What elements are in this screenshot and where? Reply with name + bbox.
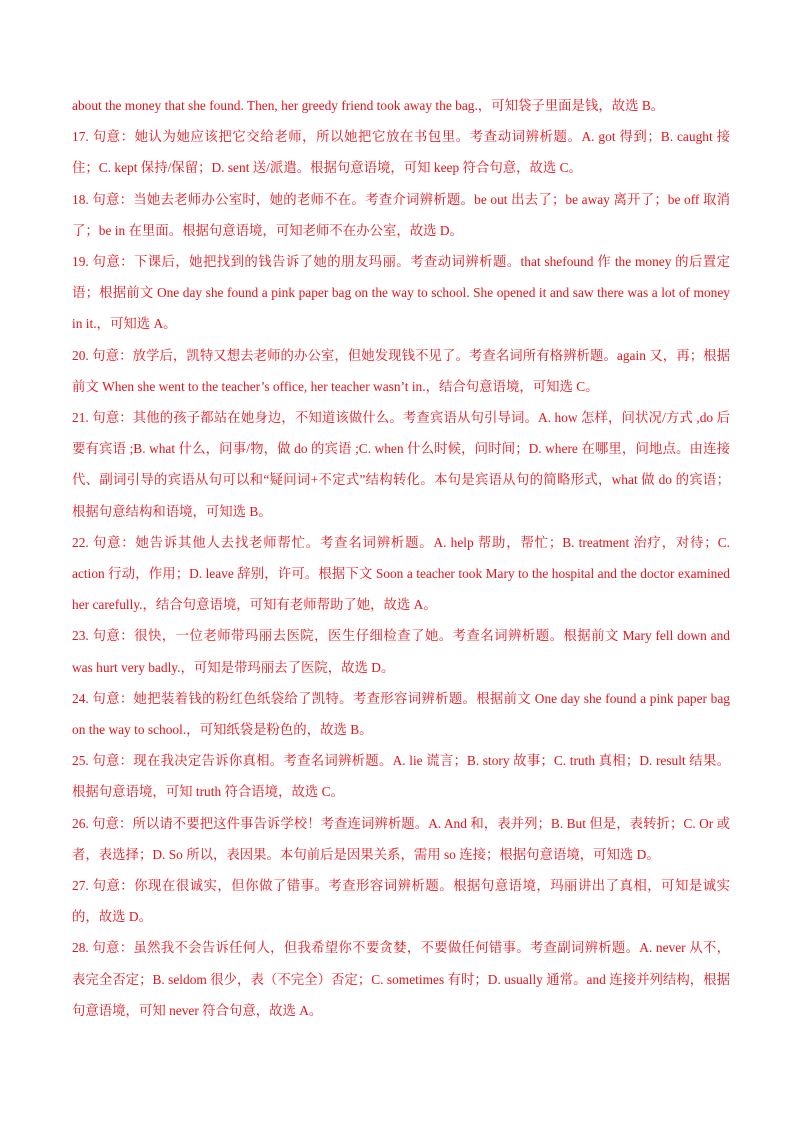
paragraph-text: 句意：她告诉其他人去找老师帮忙。考查名词辨析题。A. help 帮助，帮忙；B. treatment 治疗，对待；C. action 行动，作用；D. leave 辞别，许可。根据下文 Soon a teacher took Mary to the hospital and the doctor examined her carefully.，结合句意语境，可知有老师帮助了她，故选 A。 — [72, 534, 730, 613]
paragraph-continuation — [72, 90, 730, 121]
paragraph-q28 — [72, 932, 730, 1026]
paragraph-text: 句意：虽然我不会告诉任何人，但我希望你不要贪婪，不要做任何错事。考查副词辨析题。A. never 从不，表完全否定；B. seldom 很少，表（不完全）否定；C. sometimes 有时；D. usually 通常。and 连接并列结构，根据句意语境，可知 never 符合句意，故选 A。 — [72, 940, 730, 1018]
paragraph-q26 — [72, 808, 730, 870]
paragraph-text: 句意：下课后，她把找到的钱告诉了她的朋友玛丽。考查动词辨析题。that shefound 作 the money 的后置定语；根据前文 One day she found a pink paper bag on the way to school. She opened it and saw there was a lot of money in it.，可知选 A。 — [72, 254, 730, 332]
question-number: 27. — [72, 878, 89, 894]
paragraph-q22 — [72, 527, 730, 621]
paragraph-q25 — [72, 745, 730, 807]
paragraph-text: 句意：当她去老师办公室时，她的老师不在。考查介词辨析题。be out 出去了；be away 离开了；be off 取消了；be in 在里面。根据句意语境，可知老师不在办公室，故选 D。 — [72, 191, 730, 238]
paragraph-q23 — [72, 620, 730, 682]
question-number: 26. — [72, 815, 89, 831]
paragraph-text: about the money that she found. Then, her greedy friend took away the bag.，可知袋子里面是钱，故选 B。 — [72, 98, 665, 113]
paragraph-text: 句意：你现在很诚实，但你做了错事。考查形容词辨析题。根据句意语境，玛丽讲出了真相，可知是诚实的，故选 D。 — [72, 878, 730, 925]
paragraph-text: 句意：其他的孩子都站在她身边，不知道该做什么。考查宾语从句引导词。A. how 怎样，问状况/方式 ,do 后要有宾语 ;B. what 什么，问事/物，做 do 的宾语 ;C. when 什么时候，问时间；D. where 在哪里，问地点。由连接代、副词引导的宾语从句可以和“疑问词+不定式”结构转化。本句是宾语从句的简略形式，what 做 do 的宾语；根据句意结构和语境，可知选 B。 — [72, 410, 730, 519]
question-number: 19. — [72, 254, 89, 270]
paragraph-q17 — [72, 121, 730, 183]
paragraph-q24 — [72, 683, 730, 745]
question-number: 20. — [72, 347, 89, 363]
paragraph-q19 — [72, 246, 730, 340]
paragraph-text: 句意：所以请不要把这件事告诉学校！考查连词辨析题。A. And 和，表并列；B. But 但是，表转折；C. Or 或者，表选择；D. So 所以，表因果。本句前后是因果关系，需用 so 连接；根据句意语境，可知选 D。 — [72, 815, 730, 862]
question-number: 18. — [72, 191, 89, 207]
paragraph-q27 — [72, 870, 730, 932]
paragraph-text: 句意：放学后，凯特又想去老师的办公室，但她发现钱不见了。考查名词所有格辨析题。again 又，再；根据前文 When she went to the teacher’s office, her teacher wasn’t in.，结合句意语境，可知选 C。 — [72, 347, 730, 394]
question-number: 28. — [72, 940, 89, 956]
question-number: 17. — [72, 129, 89, 145]
question-number: 24. — [72, 690, 89, 706]
paragraph-q18 — [72, 184, 730, 246]
paragraph-text: 句意：她认为她应该把它交给老师，所以她把它放在书包里。考查动词辨析题。A. got 得到；B. caught 接住；C. kept 保持/保留；D. sent 送/派遣。根据句意语境，可知 keep 符合句意，故选 C。 — [72, 129, 730, 176]
paragraph-q20 — [72, 340, 730, 402]
paragraph-text: 句意：她把装着钱的粉红色纸袋给了凯特。考查形容词辨析题。根据前文 One day she found a pink paper bag on the way to school.，可知纸袋是粉色的，故选 B。 — [72, 690, 730, 738]
question-number: 23. — [72, 628, 89, 644]
paragraph-text: 句意：很快，一位老师带玛丽去医院，医生仔细检查了她。考查名词辨析题。根据前文 Mary fell down and was hurt very badly.，可知是带玛丽去了医院，故选 D。 — [72, 628, 730, 675]
question-number: 21. — [72, 410, 89, 426]
paragraph-q21 — [72, 402, 730, 527]
answer-explanations — [72, 90, 730, 1026]
question-number: 22. — [72, 534, 89, 550]
paragraph-text: 句意：现在我决定告诉你真相。考查名词辨析题。A. lie 谎言；B. story 故事；C. truth 真相；D. result 结果。根据句意语境，可知 truth 符合语境，故选 C。 — [72, 753, 730, 800]
question-number: 25. — [72, 753, 89, 769]
